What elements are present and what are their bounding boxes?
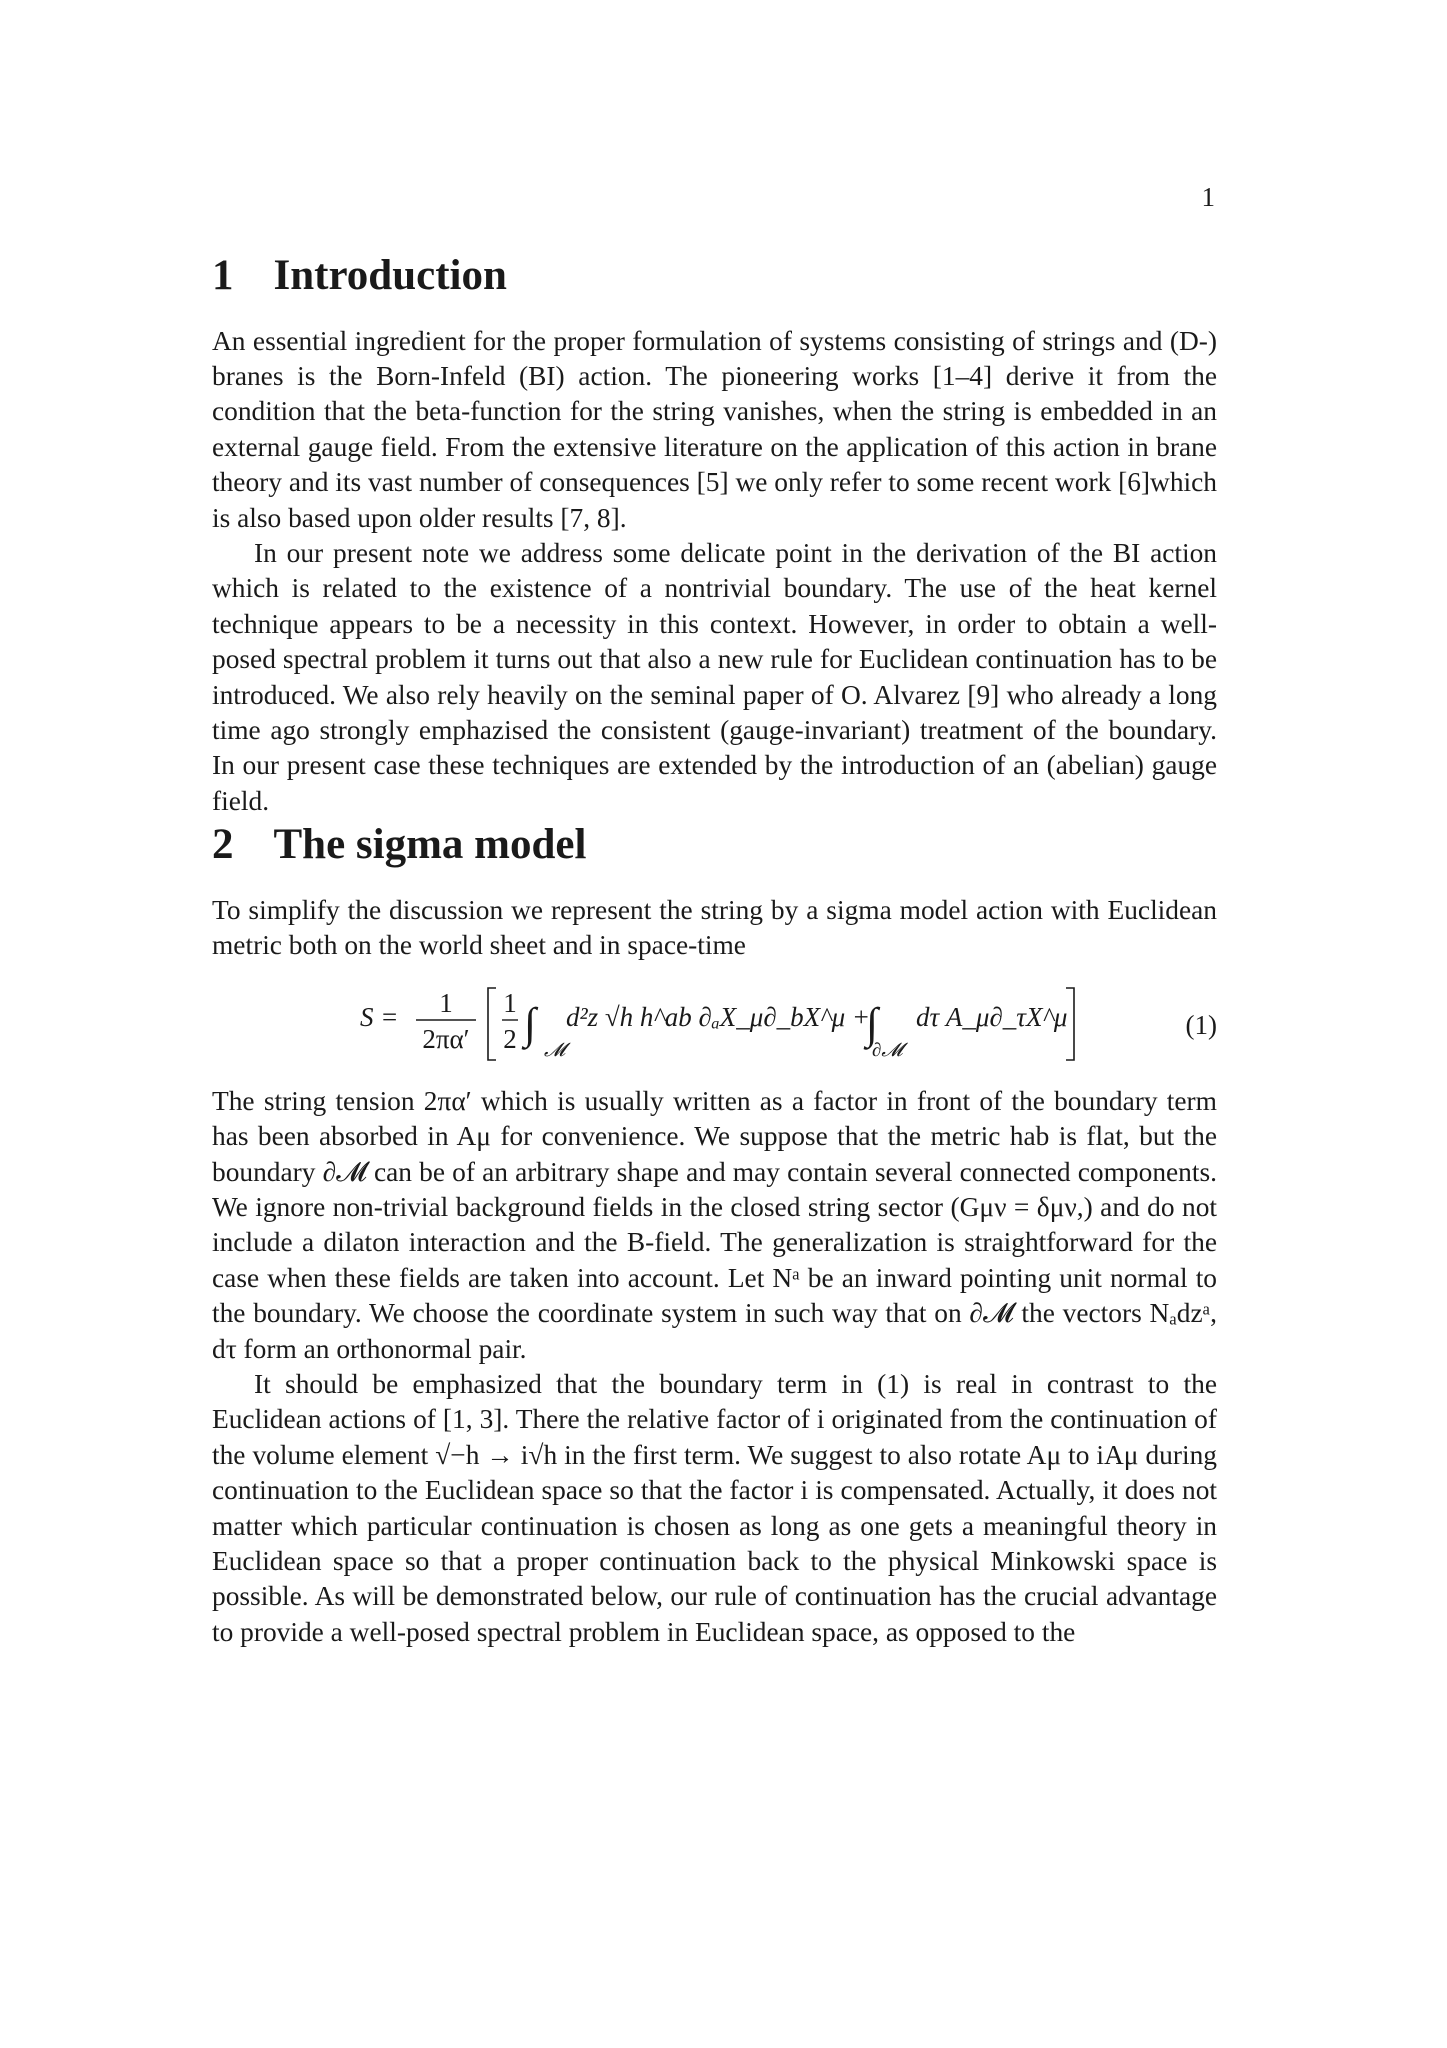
integral-sign: ∫ [524, 998, 537, 1048]
equation-1 [212, 982, 1217, 1068]
section-title: Introduction [273, 252, 507, 299]
section-title: The sigma model [273, 821, 587, 869]
paragraph: In our present note we address some delicate point in the derivation of the BI action which is related to the existence of a nontrivial boundary. The use of the heat kernel technique appears to be a necessity in this context. However, in order to obtain a well-posed spectral problem it turns out that also a new rule for Euclidean continuation has to be introduced. We also rely heavily on the seminal paper of O. Alvarez [9] who already a long time ago strongly emphazised the consistent (gauge-invariant) treatment of the boundary. In our present case these techniques are extended by the introduction of an (abelian) gauge field. [212, 538, 1217, 816]
paragraph: The string tension 2πα′ which is usually written as a factor in front of the boundary term has been absorbed in Aμ for convenience. We suppose that the metric hab is flat, but the boundary ∂𝓜 can be of an arbitrary shape and may contain several connected components. We ignore non-trivial background fields in the closed string sector (Gμν = δμν,) and do not include a dilaton interaction and the B-field. The generalization is straightforward for the case when these fields are taken into account. Let Nᵃ be an inward pointing unit normal to the boundary. We choose the coordinate system in such way that on ∂𝓜 the vectors Nₐdzᵃ, dτ form an orthonormal pair. [212, 1085, 1217, 1364]
prefactor-numerator: 1 [439, 987, 453, 1018]
prefactor-denominator: 2πα′ [422, 1023, 470, 1054]
paragraph: It should be emphasized that the boundary term in (1) is real in contrast to the Euclidean actions of [1, 3]. There the relative factor of i originated from the continuation of the volume element √−h → i√h in the first term. We suggest to also rotate Aμ to iAμ during continuation to the Euclidean space so that the factor i is compensated. Actually, it does not matter which particular continuation is chosen as long as one gets a meaningful theory in Euclidean space so that a proper continuation back to the physical Minkowski space is possible. As will be demonstrated below, our rule of continuation has the crucial advantage to provide a well-posed spectral problem in Euclidean space, as opposed to the [212, 1368, 1217, 1647]
integral-body: d²z √h h^ab ∂ₐX_μ∂_bX^μ + [566, 1001, 871, 1032]
integral-body: dτ A_μ∂_τX^μ [916, 1001, 1068, 1032]
equation-lhs: S = [360, 1001, 399, 1032]
integral-subscript: 𝓜 [544, 1039, 566, 1061]
equation-body [360, 982, 1068, 1068]
half-denominator: 2 [503, 1023, 517, 1054]
section-number: 2 [212, 821, 234, 869]
equation-graphic [360, 982, 1080, 1068]
integral-sign: ∫ [866, 998, 879, 1048]
paragraph: An essential ingredient for the proper formulation of systems consisting of strings and (D-) branes is the Born-Infeld (BI) action. The pioneering works [1–4] derive it from the condition that the beta-function for the string vanishes, when the string is embedded in an external gauge field. From the extensive literature on the application of this action in brane theory and its vast number of consequences [5] we only refer to some recent work [6]which is also based upon older results [7, 8]. [212, 325, 1217, 533]
integral-subscript: ∂𝓜 [872, 1039, 903, 1061]
section-heading-sigma-model [212, 819, 1217, 871]
section-number: 1 [212, 252, 234, 299]
half-numerator: 1 [503, 987, 517, 1018]
section-heading-introduction [212, 250, 1217, 302]
page-number: 1 [1201, 182, 1215, 212]
left-bracket [488, 988, 496, 1060]
page-content [212, 250, 1217, 1650]
paragraph: To simplify the discussion we represent the string by a sigma model action with Euclidean metric both on the world sheet and in space-time [212, 894, 1217, 961]
equation-number: (1) [1185, 1009, 1217, 1040]
